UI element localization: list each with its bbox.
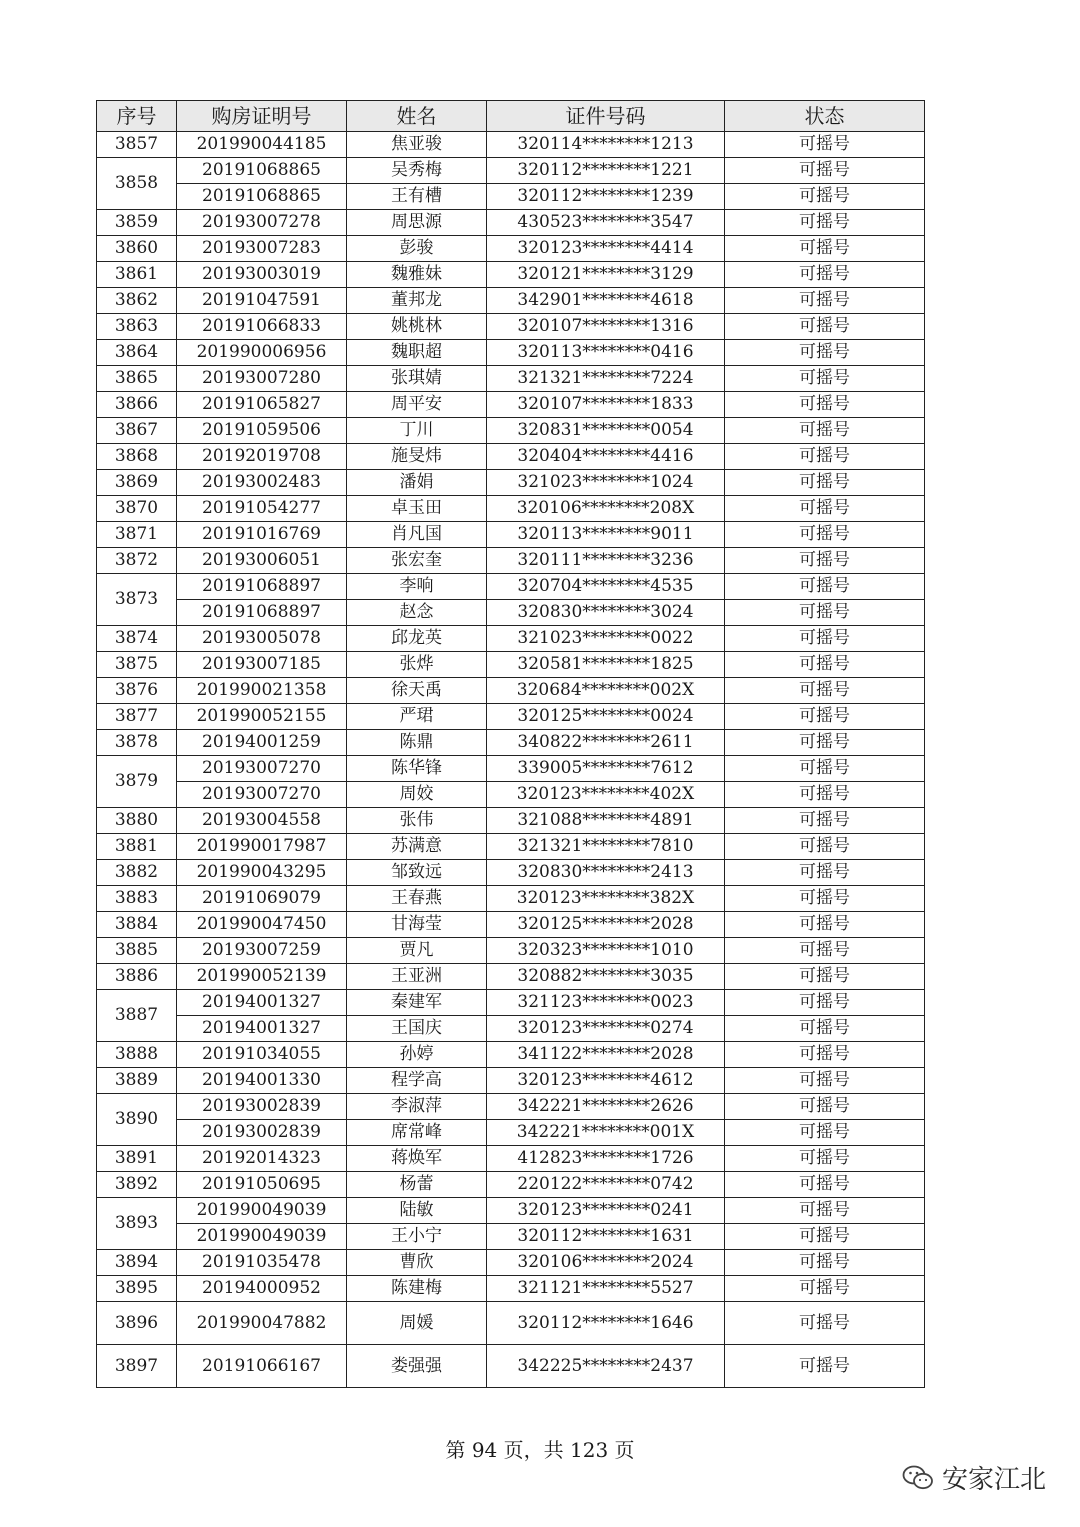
seq-cell: 3860: [97, 236, 177, 262]
name-cell: 潘娟: [347, 470, 487, 496]
table-row: [97, 496, 925, 522]
table-row: [97, 1120, 925, 1146]
certificate-no-cell: 20191065827: [177, 392, 347, 418]
table-row: [97, 652, 925, 678]
seq-cell: 3862: [97, 288, 177, 314]
name-cell: 周媛: [347, 1302, 487, 1345]
status-cell: 可摇号: [725, 262, 925, 288]
status-cell: 可摇号: [725, 964, 925, 990]
status-cell: 可摇号: [725, 860, 925, 886]
seq-cell: 3894: [97, 1250, 177, 1276]
name-cell: 邱龙英: [347, 626, 487, 652]
seq-cell: 3867: [97, 418, 177, 444]
name-cell: 周姣: [347, 782, 487, 808]
name-cell: 张宏奎: [347, 548, 487, 574]
seq-cell: 3887: [97, 990, 177, 1042]
table-row: [97, 990, 925, 1016]
id-number-cell: 320112********1239: [487, 184, 725, 210]
status-cell: 可摇号: [725, 1094, 925, 1120]
status-cell: 可摇号: [725, 340, 925, 366]
name-cell: 陈华锋: [347, 756, 487, 782]
name-cell: 姚桃林: [347, 314, 487, 340]
id-number-cell: 321088********4891: [487, 808, 725, 834]
name-cell: 严珺: [347, 704, 487, 730]
seq-cell: 3878: [97, 730, 177, 756]
status-cell: 可摇号: [725, 418, 925, 444]
table-row: [97, 392, 925, 418]
seq-cell: 3892: [97, 1172, 177, 1198]
seq-cell: 3886: [97, 964, 177, 990]
id-number-cell: 321023********1024: [487, 470, 725, 496]
certificate-no-cell: 201990006956: [177, 340, 347, 366]
status-cell: 可摇号: [725, 1302, 925, 1345]
seq-cell: 3874: [97, 626, 177, 652]
name-cell: 陈建梅: [347, 1276, 487, 1302]
seq-cell: 3897: [97, 1345, 177, 1388]
seq-cell: 3895: [97, 1276, 177, 1302]
status-cell: 可摇号: [725, 886, 925, 912]
seq-cell: 3879: [97, 756, 177, 808]
id-number-cell: 320125********2028: [487, 912, 725, 938]
id-number-cell: 320107********1833: [487, 392, 725, 418]
table-row: [97, 1146, 925, 1172]
certificate-no-cell: 201990049039: [177, 1198, 347, 1224]
status-cell: 可摇号: [725, 444, 925, 470]
table-row: [97, 418, 925, 444]
certificate-no-cell: 20193007278: [177, 210, 347, 236]
table-header-row: [97, 101, 925, 132]
seq-cell: 3865: [97, 366, 177, 392]
certificate-no-cell: 201990043295: [177, 860, 347, 886]
status-cell: 可摇号: [725, 496, 925, 522]
name-cell: 陈鼎: [347, 730, 487, 756]
id-number-cell: 320404********4416: [487, 444, 725, 470]
table-row: [97, 756, 925, 782]
table-row: [97, 314, 925, 340]
id-number-cell: 320123********402X: [487, 782, 725, 808]
status-cell: 可摇号: [725, 652, 925, 678]
seq-cell: 3869: [97, 470, 177, 496]
status-cell: 可摇号: [725, 158, 925, 184]
seq-cell: 3861: [97, 262, 177, 288]
name-cell: 贾凡: [347, 938, 487, 964]
status-cell: 可摇号: [725, 574, 925, 600]
table-row: [97, 470, 925, 496]
name-cell: 李淑萍: [347, 1094, 487, 1120]
status-cell: 可摇号: [725, 756, 925, 782]
id-number-cell: 320123********0241: [487, 1198, 725, 1224]
id-number-cell: 342221********001X: [487, 1120, 725, 1146]
id-number-cell: 342901********4618: [487, 288, 725, 314]
status-cell: 可摇号: [725, 808, 925, 834]
name-cell: 吴秀梅: [347, 158, 487, 184]
header-seq: 序号: [97, 101, 177, 132]
id-number-cell: 320121********3129: [487, 262, 725, 288]
table-row: [97, 1068, 925, 1094]
name-cell: 徐天禹: [347, 678, 487, 704]
table-row: [97, 1016, 925, 1042]
id-number-cell: 320111********3236: [487, 548, 725, 574]
table-row: [97, 158, 925, 184]
status-cell: 可摇号: [725, 548, 925, 574]
certificate-no-cell: 201990052155: [177, 704, 347, 730]
seq-cell: 3873: [97, 574, 177, 626]
name-cell: 肖凡国: [347, 522, 487, 548]
seq-cell: 3863: [97, 314, 177, 340]
name-cell: 赵念: [347, 600, 487, 626]
brand-watermark: [902, 1459, 1046, 1496]
name-cell: 孙婷: [347, 1042, 487, 1068]
table-row: [97, 184, 925, 210]
name-cell: 卓玉田: [347, 496, 487, 522]
seq-cell: 3891: [97, 1146, 177, 1172]
id-number-cell: 320107********1316: [487, 314, 725, 340]
certificate-no-cell: 20193005078: [177, 626, 347, 652]
table-row: [97, 444, 925, 470]
id-number-cell: 320106********2024: [487, 1250, 725, 1276]
status-cell: 可摇号: [725, 1172, 925, 1198]
certificate-no-cell: 20194001330: [177, 1068, 347, 1094]
certificate-no-cell: 201990052139: [177, 964, 347, 990]
status-cell: 可摇号: [725, 1068, 925, 1094]
name-cell: 程学高: [347, 1068, 487, 1094]
table-row: [97, 288, 925, 314]
table-row: [97, 548, 925, 574]
seq-cell: 3889: [97, 1068, 177, 1094]
certificate-no-cell: 20191068897: [177, 600, 347, 626]
status-cell: 可摇号: [725, 236, 925, 262]
id-number-cell: 412823********1726: [487, 1146, 725, 1172]
id-number-cell: 320704********4535: [487, 574, 725, 600]
certificate-no-cell: 201990047450: [177, 912, 347, 938]
table-row: [97, 262, 925, 288]
name-cell: 王国庆: [347, 1016, 487, 1042]
name-cell: 王小宁: [347, 1224, 487, 1250]
name-cell: 彭骏: [347, 236, 487, 262]
id-number-cell: 342225********2437: [487, 1345, 725, 1388]
brand-name: 安家江北: [941, 1465, 1046, 1495]
table-row: [97, 132, 925, 158]
seq-cell: 3881: [97, 834, 177, 860]
status-cell: 可摇号: [725, 1016, 925, 1042]
certificate-no-cell: 20193007283: [177, 236, 347, 262]
certificate-no-cell: 20194000952: [177, 1276, 347, 1302]
seq-cell: 3872: [97, 548, 177, 574]
status-cell: 可摇号: [725, 1198, 925, 1224]
table-row: [97, 1198, 925, 1224]
certificate-no-cell: 20192019708: [177, 444, 347, 470]
page-number: 第 94 页，共 123 页: [445, 1438, 635, 1462]
certificate-no-cell: 20191054277: [177, 496, 347, 522]
header-id-number: 证件号码: [487, 101, 725, 132]
table-row: [97, 210, 925, 236]
status-cell: 可摇号: [725, 834, 925, 860]
header-certificate-no: 购房证明号: [177, 101, 347, 132]
status-cell: 可摇号: [725, 288, 925, 314]
status-cell: 可摇号: [725, 1224, 925, 1250]
name-cell: 魏雅妹: [347, 262, 487, 288]
name-cell: 张琪婧: [347, 366, 487, 392]
status-cell: 可摇号: [725, 1146, 925, 1172]
certificate-no-cell: 20191016769: [177, 522, 347, 548]
table-row: [97, 236, 925, 262]
id-number-cell: 340822********2611: [487, 730, 725, 756]
seq-cell: 3882: [97, 860, 177, 886]
certificate-no-cell: 20191047591: [177, 288, 347, 314]
status-cell: 可摇号: [725, 1120, 925, 1146]
id-number-cell: 220122********0742: [487, 1172, 725, 1198]
certificate-no-cell: 20193002483: [177, 470, 347, 496]
status-cell: 可摇号: [725, 912, 925, 938]
table-row: [97, 912, 925, 938]
seq-cell: 3890: [97, 1094, 177, 1146]
id-number-cell: 321121********5527: [487, 1276, 725, 1302]
certificate-no-cell: 20193002839: [177, 1094, 347, 1120]
name-cell: 甘海莹: [347, 912, 487, 938]
seq-cell: 3870: [97, 496, 177, 522]
certificate-no-cell: 201990047882: [177, 1302, 347, 1345]
status-cell: 可摇号: [725, 366, 925, 392]
header-name: 姓名: [347, 101, 487, 132]
name-cell: 邹致远: [347, 860, 487, 886]
table-row: [97, 626, 925, 652]
certificate-no-cell: 20192014323: [177, 1146, 347, 1172]
id-number-cell: 320114********1213: [487, 132, 725, 158]
id-number-cell: 320123********382X: [487, 886, 725, 912]
name-cell: 娄强强: [347, 1345, 487, 1388]
certificate-no-cell: 20194001327: [177, 1016, 347, 1042]
certificate-no-cell: 201990021358: [177, 678, 347, 704]
table-row: [97, 574, 925, 600]
table-row: [97, 964, 925, 990]
table-row: [97, 704, 925, 730]
seq-cell: 3884: [97, 912, 177, 938]
name-cell: 席常峰: [347, 1120, 487, 1146]
id-number-cell: 320125********0024: [487, 704, 725, 730]
id-number-cell: 341122********2028: [487, 1042, 725, 1068]
name-cell: 李响: [347, 574, 487, 600]
certificate-no-cell: 20193004558: [177, 808, 347, 834]
table-row: [97, 340, 925, 366]
id-number-cell: 320112********1646: [487, 1302, 725, 1345]
name-cell: 王有槽: [347, 184, 487, 210]
table-row: [97, 1345, 925, 1388]
status-cell: 可摇号: [725, 938, 925, 964]
table-row: [97, 938, 925, 964]
id-number-cell: 320113********9011: [487, 522, 725, 548]
applicant-table: [96, 100, 925, 1388]
name-cell: 陆敏: [347, 1198, 487, 1224]
table-row: [97, 1224, 925, 1250]
certificate-no-cell: 201990049039: [177, 1224, 347, 1250]
certificate-no-cell: 20191068897: [177, 574, 347, 600]
name-cell: 曹欣: [347, 1250, 487, 1276]
seq-cell: 3864: [97, 340, 177, 366]
seq-cell: 3883: [97, 886, 177, 912]
table-row: [97, 1302, 925, 1345]
certificate-no-cell: 20191068865: [177, 158, 347, 184]
document-sheet: [96, 100, 924, 1388]
seq-cell: 3858: [97, 158, 177, 210]
status-cell: 可摇号: [725, 730, 925, 756]
certificate-no-cell: 20193007270: [177, 756, 347, 782]
id-number-cell: 320830********3024: [487, 600, 725, 626]
name-cell: 秦建军: [347, 990, 487, 1016]
id-number-cell: 339005********7612: [487, 756, 725, 782]
id-number-cell: 320123********0274: [487, 1016, 725, 1042]
certificate-no-cell: 201990017987: [177, 834, 347, 860]
name-cell: 王春燕: [347, 886, 487, 912]
seq-cell: 3876: [97, 678, 177, 704]
certificate-no-cell: 20193007280: [177, 366, 347, 392]
id-number-cell: 320113********0416: [487, 340, 725, 366]
name-cell: 王亚洲: [347, 964, 487, 990]
table-row: [97, 1042, 925, 1068]
table-row: [97, 860, 925, 886]
name-cell: 董邦龙: [347, 288, 487, 314]
table-row: [97, 366, 925, 392]
name-cell: 周平安: [347, 392, 487, 418]
table-row: [97, 782, 925, 808]
table-row: [97, 834, 925, 860]
seq-cell: 3877: [97, 704, 177, 730]
name-cell: 苏满意: [347, 834, 487, 860]
certificate-no-cell: 20193003019: [177, 262, 347, 288]
id-number-cell: 320323********1010: [487, 938, 725, 964]
certificate-no-cell: 20191066167: [177, 1345, 347, 1388]
certificate-no-cell: 20193002839: [177, 1120, 347, 1146]
status-cell: 可摇号: [725, 782, 925, 808]
name-cell: 张伟: [347, 808, 487, 834]
id-number-cell: 320830********2413: [487, 860, 725, 886]
status-cell: 可摇号: [725, 626, 925, 652]
id-number-cell: 321023********0022: [487, 626, 725, 652]
table-row: [97, 522, 925, 548]
table-body: [97, 132, 925, 1388]
seq-cell: 3868: [97, 444, 177, 470]
seq-cell: 3859: [97, 210, 177, 236]
status-cell: 可摇号: [725, 678, 925, 704]
table-row: [97, 808, 925, 834]
status-cell: 可摇号: [725, 522, 925, 548]
id-number-cell: 320123********4612: [487, 1068, 725, 1094]
name-cell: 施旻炜: [347, 444, 487, 470]
name-cell: 蒋焕军: [347, 1146, 487, 1172]
id-number-cell: 320106********208X: [487, 496, 725, 522]
status-cell: 可摇号: [725, 314, 925, 340]
table-row: [97, 1172, 925, 1198]
name-cell: 焦亚骏: [347, 132, 487, 158]
certificate-no-cell: 20191066833: [177, 314, 347, 340]
id-number-cell: 320684********002X: [487, 678, 725, 704]
id-number-cell: 320831********0054: [487, 418, 725, 444]
id-number-cell: 320882********3035: [487, 964, 725, 990]
status-cell: 可摇号: [725, 132, 925, 158]
certificate-no-cell: 20191059506: [177, 418, 347, 444]
certificate-no-cell: 20194001327: [177, 990, 347, 1016]
seq-cell: 3866: [97, 392, 177, 418]
certificate-no-cell: 20193006051: [177, 548, 347, 574]
certificate-no-cell: 20194001259: [177, 730, 347, 756]
status-cell: 可摇号: [725, 600, 925, 626]
name-cell: 张烨: [347, 652, 487, 678]
status-cell: 可摇号: [725, 470, 925, 496]
seq-cell: 3880: [97, 808, 177, 834]
table-row: [97, 1276, 925, 1302]
status-cell: 可摇号: [725, 1276, 925, 1302]
id-number-cell: 321321********7224: [487, 366, 725, 392]
id-number-cell: 320581********1825: [487, 652, 725, 678]
certificate-no-cell: 20191069079: [177, 886, 347, 912]
certificate-no-cell: 20191034055: [177, 1042, 347, 1068]
certificate-no-cell: 20193007259: [177, 938, 347, 964]
status-cell: 可摇号: [725, 210, 925, 236]
certificate-no-cell: 20191068865: [177, 184, 347, 210]
id-number-cell: 321123********0023: [487, 990, 725, 1016]
status-cell: 可摇号: [725, 704, 925, 730]
name-cell: 魏职超: [347, 340, 487, 366]
certificate-no-cell: 20191050695: [177, 1172, 347, 1198]
seq-cell: 3871: [97, 522, 177, 548]
status-cell: 可摇号: [725, 1345, 925, 1388]
seq-cell: 3893: [97, 1198, 177, 1250]
id-number-cell: 320112********1221: [487, 158, 725, 184]
seq-cell: 3896: [97, 1302, 177, 1345]
status-cell: 可摇号: [725, 392, 925, 418]
id-number-cell: 342221********2626: [487, 1094, 725, 1120]
status-cell: 可摇号: [725, 990, 925, 1016]
table-row: [97, 886, 925, 912]
certificate-no-cell: 20191035478: [177, 1250, 347, 1276]
header-status: 状态: [725, 101, 925, 132]
certificate-no-cell: 20193007270: [177, 782, 347, 808]
certificate-no-cell: 201990044185: [177, 132, 347, 158]
table-row: [97, 600, 925, 626]
table-row: [97, 1094, 925, 1120]
wechat-icon: [902, 1464, 934, 1492]
seq-cell: 3875: [97, 652, 177, 678]
name-cell: 杨蕾: [347, 1172, 487, 1198]
certificate-no-cell: 20193007185: [177, 652, 347, 678]
id-number-cell: 320123********4414: [487, 236, 725, 262]
table-row: [97, 1250, 925, 1276]
id-number-cell: 430523********3547: [487, 210, 725, 236]
name-cell: 周思源: [347, 210, 487, 236]
status-cell: 可摇号: [725, 1250, 925, 1276]
table-row: [97, 678, 925, 704]
status-cell: 可摇号: [725, 184, 925, 210]
name-cell: 丁川: [347, 418, 487, 444]
status-cell: 可摇号: [725, 1042, 925, 1068]
table-row: [97, 730, 925, 756]
id-number-cell: 320112********1631: [487, 1224, 725, 1250]
seq-cell: 3857: [97, 132, 177, 158]
seq-cell: 3888: [97, 1042, 177, 1068]
seq-cell: 3885: [97, 938, 177, 964]
id-number-cell: 321321********7810: [487, 834, 725, 860]
